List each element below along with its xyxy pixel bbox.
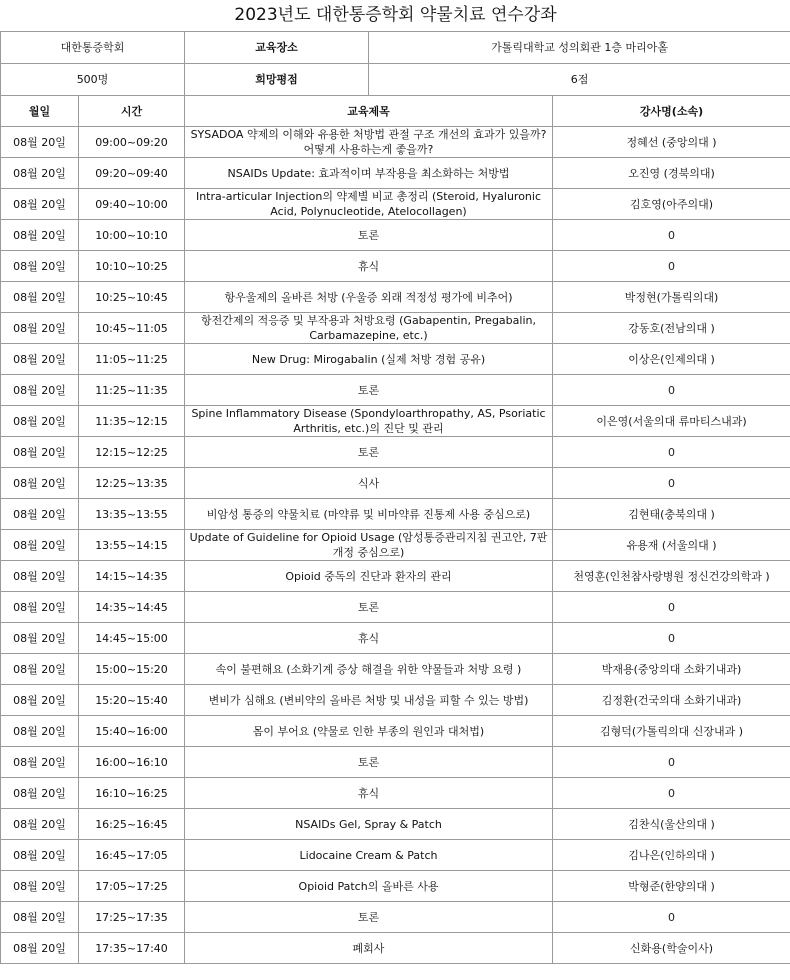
table-row: [1, 406, 790, 437]
row-time: 14:15~14:35: [79, 561, 185, 592]
row-speaker: 이상은(인제의대 ): [553, 344, 790, 375]
table-row: [1, 313, 790, 344]
row-speaker: 유용재 (서울의대 ): [553, 530, 790, 561]
row-topic: 속이 불편해요 (소화기계 증상 해결을 위한 약물들과 처방 요령 ): [185, 654, 553, 685]
row-topic: Opioid Patch의 올바른 사용: [185, 871, 553, 902]
row-speaker: 0: [553, 220, 790, 251]
row-speaker: 김현태(충북의대 ): [553, 499, 790, 530]
table-row: [1, 158, 790, 189]
row-speaker: 김나은(인하의대 ): [553, 840, 790, 871]
row-speaker: 강동호(전남의대 ): [553, 313, 790, 344]
row-topic: 변비가 심해요 (변비약의 올바른 처방 및 내성을 피할 수 있는 방법): [185, 685, 553, 716]
row-time: 13:55~14:15: [79, 530, 185, 561]
row-time: 16:10~16:25: [79, 778, 185, 809]
table-row: [1, 344, 790, 375]
row-time: 09:20~09:40: [79, 158, 185, 189]
row-time: 16:45~17:05: [79, 840, 185, 871]
row-date: 08월 20일: [1, 561, 79, 592]
row-time: 17:05~17:25: [79, 871, 185, 902]
row-topic: 토론: [185, 592, 553, 623]
row-topic: Update of Guideline for Opioid Usage (암성통증관리지침 권고안, 7판 개정 중심으로): [185, 530, 553, 561]
row-time: 10:45~11:05: [79, 313, 185, 344]
row-time: 15:00~15:20: [79, 654, 185, 685]
row-time: 17:25~17:35: [79, 902, 185, 933]
table-row: [1, 871, 790, 902]
page-title: 2023년도 대한통증학회 약물치료 연수강좌: [1, 0, 790, 32]
points-value: 6점: [369, 64, 790, 96]
row-speaker: 김호영(아주의대): [553, 189, 790, 220]
row-speaker: 0: [553, 592, 790, 623]
row-speaker: 김형덕(가톨릭의대 신장내과 ): [553, 716, 790, 747]
row-date: 08월 20일: [1, 375, 79, 406]
row-speaker: 박정현(가톨릭의대): [553, 282, 790, 313]
row-time: 11:35~12:15: [79, 406, 185, 437]
table-row: [1, 561, 790, 592]
table-row: [1, 778, 790, 809]
row-topic: 휴식: [185, 251, 553, 282]
row-topic: 토론: [185, 375, 553, 406]
row-topic: 토론: [185, 902, 553, 933]
row-date: 08월 20일: [1, 902, 79, 933]
row-speaker: 이은영(서울의대 류마티스내과): [553, 406, 790, 437]
row-time: 16:00~16:10: [79, 747, 185, 778]
row-time: 09:40~10:00: [79, 189, 185, 220]
row-date: 08월 20일: [1, 499, 79, 530]
table-row: [1, 623, 790, 654]
info-row-venue: [1, 32, 790, 64]
table-row: [1, 902, 790, 933]
row-date: 08월 20일: [1, 220, 79, 251]
row-date: 08월 20일: [1, 747, 79, 778]
row-time: 15:40~16:00: [79, 716, 185, 747]
row-speaker: 천영훈(인천참사랑병원 정신건강의학과 ): [553, 561, 790, 592]
row-speaker: 0: [553, 902, 790, 933]
header-topic: 교육제목: [185, 96, 553, 127]
row-time: 15:20~15:40: [79, 685, 185, 716]
row-date: 08월 20일: [1, 871, 79, 902]
row-time: 14:35~14:45: [79, 592, 185, 623]
row-date: 08월 20일: [1, 251, 79, 282]
row-time: 14:45~15:00: [79, 623, 185, 654]
venue-value: 가톨릭대학교 성의회관 1층 마리아홀: [369, 32, 790, 64]
row-date: 08월 20일: [1, 530, 79, 561]
capacity-cell: 500명: [1, 64, 185, 96]
info-row-points: [1, 64, 790, 96]
row-topic: 폐회사: [185, 933, 553, 964]
row-time: 11:05~11:25: [79, 344, 185, 375]
row-time: 10:25~10:45: [79, 282, 185, 313]
table-row: [1, 716, 790, 747]
row-topic: 휴식: [185, 778, 553, 809]
row-date: 08월 20일: [1, 127, 79, 158]
row-time: 11:25~11:35: [79, 375, 185, 406]
row-date: 08월 20일: [1, 468, 79, 499]
row-speaker: 박형준(한양의대 ): [553, 871, 790, 902]
table-row: [1, 685, 790, 716]
row-date: 08월 20일: [1, 406, 79, 437]
table-row: [1, 499, 790, 530]
row-topic: NSAIDs Gel, Spray & Patch: [185, 809, 553, 840]
organizer-cell: 대한통증학회: [1, 32, 185, 64]
row-topic: NSAIDs Update: 효과적이며 부작용을 최소화하는 처방법: [185, 158, 553, 189]
row-speaker: 김찬식(울산의대 ): [553, 809, 790, 840]
row-time: 09:00~09:20: [79, 127, 185, 158]
table-row: [1, 189, 790, 220]
table-row: [1, 654, 790, 685]
table-row: [1, 127, 790, 158]
table-row: [1, 747, 790, 778]
row-topic: 몸이 부어요 (약물로 인한 부종의 원인과 대처법): [185, 716, 553, 747]
row-topic: New Drug: Mirogabalin (실제 처방 경험 공유): [185, 344, 553, 375]
table-header-row: [1, 96, 790, 127]
table-row: [1, 437, 790, 468]
table-row: [1, 592, 790, 623]
row-time: 12:25~13:35: [79, 468, 185, 499]
venue-label: 교육장소: [185, 32, 369, 64]
row-speaker: 김정환(건국의대 소화기내과): [553, 685, 790, 716]
row-topic: SYSADOA 약제의 이해와 유용한 처방법 관절 구조 개선의 효과가 있을까? 어떻게 사용하는게 좋을까?: [185, 127, 553, 158]
row-speaker: 0: [553, 251, 790, 282]
row-date: 08월 20일: [1, 313, 79, 344]
row-time: 10:00~10:10: [79, 220, 185, 251]
row-date: 08월 20일: [1, 716, 79, 747]
row-time: 13:35~13:55: [79, 499, 185, 530]
row-speaker: 0: [553, 623, 790, 654]
row-time: 10:10~10:25: [79, 251, 185, 282]
row-date: 08월 20일: [1, 685, 79, 716]
row-topic: Lidocaine Cream & Patch: [185, 840, 553, 871]
row-topic: 토론: [185, 437, 553, 468]
row-date: 08월 20일: [1, 809, 79, 840]
row-speaker: 신화용(학술이사): [553, 933, 790, 964]
table-row: [1, 933, 790, 964]
row-topic: Opioid 중독의 진단과 환자의 관리: [185, 561, 553, 592]
row-date: 08월 20일: [1, 623, 79, 654]
row-speaker: 정혜선 (중앙의대 ): [553, 127, 790, 158]
row-topic: 식사: [185, 468, 553, 499]
table-row: [1, 840, 790, 871]
table-row: [1, 809, 790, 840]
row-topic: Intra-articular Injection의 약제별 비교 총정리 (Steroid, Hyaluronic Acid, Polynucleotide, Atelocollagen): [185, 189, 553, 220]
row-speaker: 0: [553, 437, 790, 468]
row-date: 08월 20일: [1, 778, 79, 809]
row-time: 17:35~17:40: [79, 933, 185, 964]
table-row: [1, 375, 790, 406]
row-topic: 토론: [185, 220, 553, 251]
row-topic: 항전간제의 적응증 및 부작용과 처방요령 (Gabapentin, Pregabalin, Carbamazepine, etc.): [185, 313, 553, 344]
row-speaker: 오진영 (경북의대): [553, 158, 790, 189]
row-date: 08월 20일: [1, 282, 79, 313]
row-date: 08월 20일: [1, 437, 79, 468]
row-date: 08월 20일: [1, 840, 79, 871]
header-date: 월일: [1, 96, 79, 127]
points-label: 희망평점: [185, 64, 369, 96]
row-speaker: 0: [553, 468, 790, 499]
row-topic: 휴식: [185, 623, 553, 654]
table-row: [1, 251, 790, 282]
header-speaker: 강사명(소속): [553, 96, 790, 127]
row-time: 16:25~16:45: [79, 809, 185, 840]
table-row: [1, 530, 790, 561]
row-date: 08월 20일: [1, 189, 79, 220]
row-topic: 비암성 통증의 약물치료 (마약류 및 비마약류 진통제 사용 중심으로): [185, 499, 553, 530]
row-speaker: 0: [553, 778, 790, 809]
title-row: [1, 0, 790, 32]
row-date: 08월 20일: [1, 158, 79, 189]
row-date: 08월 20일: [1, 933, 79, 964]
table-row: [1, 220, 790, 251]
row-speaker: 0: [553, 375, 790, 406]
row-topic: 토론: [185, 747, 553, 778]
row-topic: Spine Inflammatory Disease (Spondyloarthropathy, AS, Psoriatic Arthritis, etc.)의 진단 및 관리: [185, 406, 553, 437]
row-topic: 항우울제의 올바른 처방 (우울증 외래 적정성 평가에 비추어): [185, 282, 553, 313]
row-time: 12:15~12:25: [79, 437, 185, 468]
row-date: 08월 20일: [1, 654, 79, 685]
row-speaker: 0: [553, 747, 790, 778]
row-speaker: 박재용(중앙의대 소화기내과): [553, 654, 790, 685]
row-date: 08월 20일: [1, 344, 79, 375]
table-row: [1, 468, 790, 499]
row-date: 08월 20일: [1, 592, 79, 623]
table-row: [1, 282, 790, 313]
header-time: 시간: [79, 96, 185, 127]
